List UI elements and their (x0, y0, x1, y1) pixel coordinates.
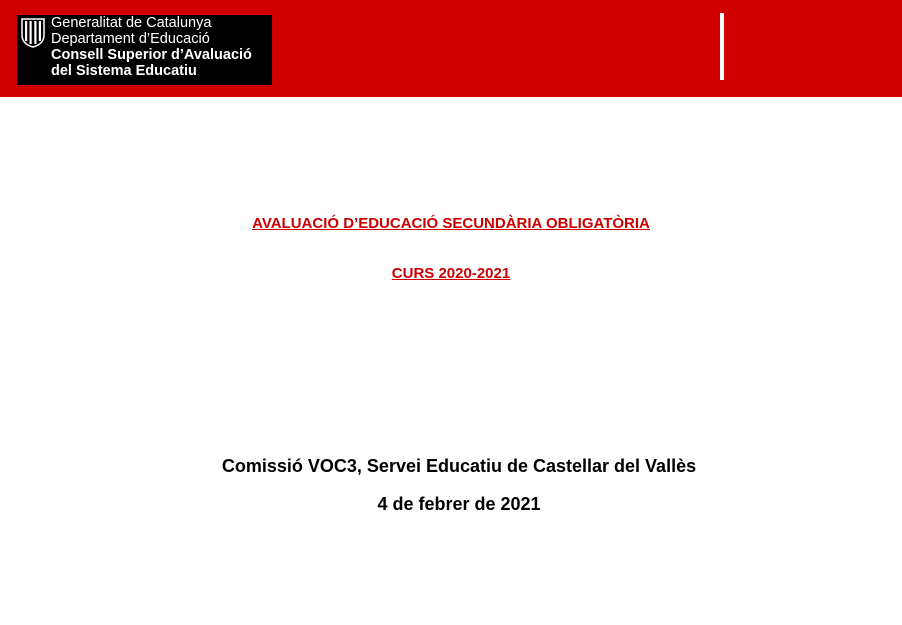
logo-line-consell: Consell Superior d’Avaluació (51, 47, 252, 63)
logo-line-sistema: del Sistema Educatiu (51, 63, 197, 79)
header-divider (720, 13, 724, 80)
document-title: AVALUACIÓ D’EDUCACIÓ SECUNDÀRIA OBLIGATÒRIA (252, 215, 650, 232)
header-bar (0, 0, 902, 97)
logo (17, 15, 272, 85)
logo-line-generalitat: Generalitat de Catalunya (51, 15, 212, 31)
course-year: CURS 2020-2021 (391, 265, 511, 282)
logo-line-departament: Departament d’Educació (51, 31, 210, 47)
document-date: 4 de febrer de 2021 (377, 494, 541, 514)
commission-name: Comissió VOC3, Servei Educatiu de Castellar del Vallès (221, 456, 697, 476)
generalitat-emblem-icon (20, 17, 46, 48)
logo-text (51, 15, 252, 79)
